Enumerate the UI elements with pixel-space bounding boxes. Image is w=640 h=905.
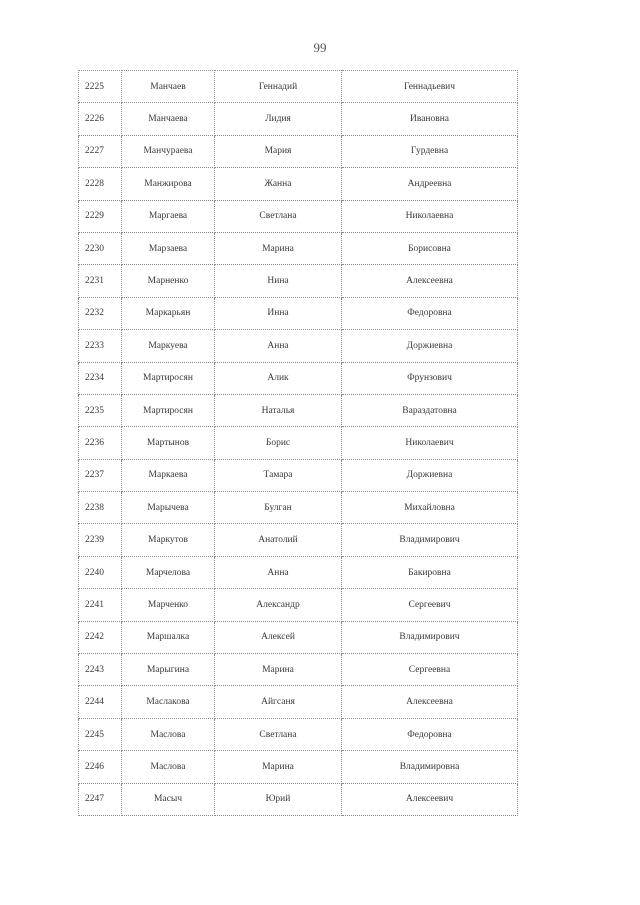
patronymic-cell: Фрунзович xyxy=(342,362,518,394)
surname-cell: Маркуева xyxy=(122,330,215,362)
first-name-cell: Айгсаня xyxy=(215,686,342,718)
patronymic-cell: Владимирович xyxy=(342,621,518,653)
table-row xyxy=(79,103,518,135)
row-number-cell: 2233 xyxy=(79,330,122,362)
surname-cell: Марненко xyxy=(122,265,215,297)
first-name-cell: Марина xyxy=(215,232,342,264)
first-name-cell: Светлана xyxy=(215,200,342,232)
row-number-cell: 2247 xyxy=(79,783,122,815)
first-name-cell: Наталья xyxy=(215,394,342,426)
first-name-cell: Светлана xyxy=(215,718,342,750)
first-name-cell: Анна xyxy=(215,330,342,362)
first-name-cell: Нина xyxy=(215,265,342,297)
table-row xyxy=(79,686,518,718)
surname-cell: Маркутов xyxy=(122,524,215,556)
row-number-cell: 2227 xyxy=(79,135,122,167)
patronymic-cell: Вараздатовна xyxy=(342,394,518,426)
surname-cell: Манчураева xyxy=(122,135,215,167)
surname-cell: Маркарьян xyxy=(122,297,215,329)
surname-cell: Маркаева xyxy=(122,459,215,491)
row-number-cell: 2244 xyxy=(79,686,122,718)
table-row xyxy=(79,718,518,750)
table-row xyxy=(79,135,518,167)
row-number-cell: 2232 xyxy=(79,297,122,329)
patronymic-cell: Николаевич xyxy=(342,427,518,459)
roster-table xyxy=(78,70,518,816)
first-name-cell: Борис xyxy=(215,427,342,459)
table-row xyxy=(79,459,518,491)
surname-cell: Маршалка xyxy=(122,621,215,653)
patronymic-cell: Сергеевна xyxy=(342,654,518,686)
table-row xyxy=(79,556,518,588)
surname-cell: Маслакова xyxy=(122,686,215,718)
patronymic-cell: Ивановна xyxy=(342,103,518,135)
table-row xyxy=(79,394,518,426)
patronymic-cell: Андреевна xyxy=(342,168,518,200)
row-number-cell: 2236 xyxy=(79,427,122,459)
first-name-cell: Анатолий xyxy=(215,524,342,556)
surname-cell: Мартынов xyxy=(122,427,215,459)
row-number-cell: 2239 xyxy=(79,524,122,556)
patronymic-cell: Сергеевич xyxy=(342,589,518,621)
table-row xyxy=(79,492,518,524)
first-name-cell: Юрий xyxy=(215,783,342,815)
first-name-cell: Инна xyxy=(215,297,342,329)
table-row xyxy=(79,589,518,621)
patronymic-cell: Алексеевна xyxy=(342,686,518,718)
table-row xyxy=(79,297,518,329)
patronymic-cell: Владимировна xyxy=(342,751,518,783)
table-row xyxy=(79,783,518,815)
patronymic-cell: Федоровна xyxy=(342,297,518,329)
row-number-cell: 2242 xyxy=(79,621,122,653)
page-number: 99 xyxy=(313,40,327,55)
row-number-cell: 2240 xyxy=(79,556,122,588)
first-name-cell: Мария xyxy=(215,135,342,167)
row-number-cell: 2245 xyxy=(79,718,122,750)
row-number-cell: 2235 xyxy=(79,394,122,426)
patronymic-cell: Бакировна xyxy=(342,556,518,588)
row-number-cell: 2238 xyxy=(79,492,122,524)
surname-cell: Манжирова xyxy=(122,168,215,200)
patronymic-cell: Геннадьевич xyxy=(342,71,518,103)
table-row xyxy=(79,751,518,783)
row-number-cell: 2225 xyxy=(79,71,122,103)
patronymic-cell: Борисовна xyxy=(342,232,518,264)
table-row xyxy=(79,330,518,362)
surname-cell: Марчелова xyxy=(122,556,215,588)
first-name-cell: Тамара xyxy=(215,459,342,491)
roster-table-body xyxy=(79,71,518,816)
surname-cell: Мартиросян xyxy=(122,394,215,426)
first-name-cell: Булган xyxy=(215,492,342,524)
surname-cell: Масыч xyxy=(122,783,215,815)
first-name-cell: Марина xyxy=(215,751,342,783)
first-name-cell: Алик xyxy=(215,362,342,394)
table-row xyxy=(79,524,518,556)
table-row xyxy=(79,427,518,459)
table-row xyxy=(79,168,518,200)
table-row xyxy=(79,232,518,264)
first-name-cell: Марина xyxy=(215,654,342,686)
row-number-cell: 2230 xyxy=(79,232,122,264)
row-number-cell: 2234 xyxy=(79,362,122,394)
table-row xyxy=(79,362,518,394)
surname-cell: Манчаев xyxy=(122,71,215,103)
surname-cell: Марыгина xyxy=(122,654,215,686)
patronymic-cell: Федоровна xyxy=(342,718,518,750)
row-number-cell: 2226 xyxy=(79,103,122,135)
patronymic-cell: Николаевна xyxy=(342,200,518,232)
patronymic-cell: Алексеевич xyxy=(342,783,518,815)
row-number-cell: 2237 xyxy=(79,459,122,491)
surname-cell: Маслова xyxy=(122,751,215,783)
table-row xyxy=(79,654,518,686)
row-number-cell: 2246 xyxy=(79,751,122,783)
patronymic-cell: Доржиевна xyxy=(342,459,518,491)
surname-cell: Марзаева xyxy=(122,232,215,264)
first-name-cell: Лидия xyxy=(215,103,342,135)
first-name-cell: Алексей xyxy=(215,621,342,653)
table-row xyxy=(79,200,518,232)
surname-cell: Марченко xyxy=(122,589,215,621)
first-name-cell: Жанна xyxy=(215,168,342,200)
row-number-cell: 2228 xyxy=(79,168,122,200)
surname-cell: Манчаева xyxy=(122,103,215,135)
surname-cell: Маргаева xyxy=(122,200,215,232)
patronymic-cell: Алексеевна xyxy=(342,265,518,297)
row-number-cell: 2231 xyxy=(79,265,122,297)
surname-cell: Маслова xyxy=(122,718,215,750)
patronymic-cell: Доржиевна xyxy=(342,330,518,362)
table-row xyxy=(79,621,518,653)
row-number-cell: 2243 xyxy=(79,654,122,686)
row-number-cell: 2229 xyxy=(79,200,122,232)
table-row xyxy=(79,71,518,103)
first-name-cell: Геннадий xyxy=(215,71,342,103)
patronymic-cell: Гурдевна xyxy=(342,135,518,167)
row-number-cell: 2241 xyxy=(79,589,122,621)
table-row xyxy=(79,265,518,297)
first-name-cell: Анна xyxy=(215,556,342,588)
patronymic-cell: Владимирович xyxy=(342,524,518,556)
first-name-cell: Александр xyxy=(215,589,342,621)
patronymic-cell: Михайловна xyxy=(342,492,518,524)
surname-cell: Марычева xyxy=(122,492,215,524)
surname-cell: Мартиросян xyxy=(122,362,215,394)
